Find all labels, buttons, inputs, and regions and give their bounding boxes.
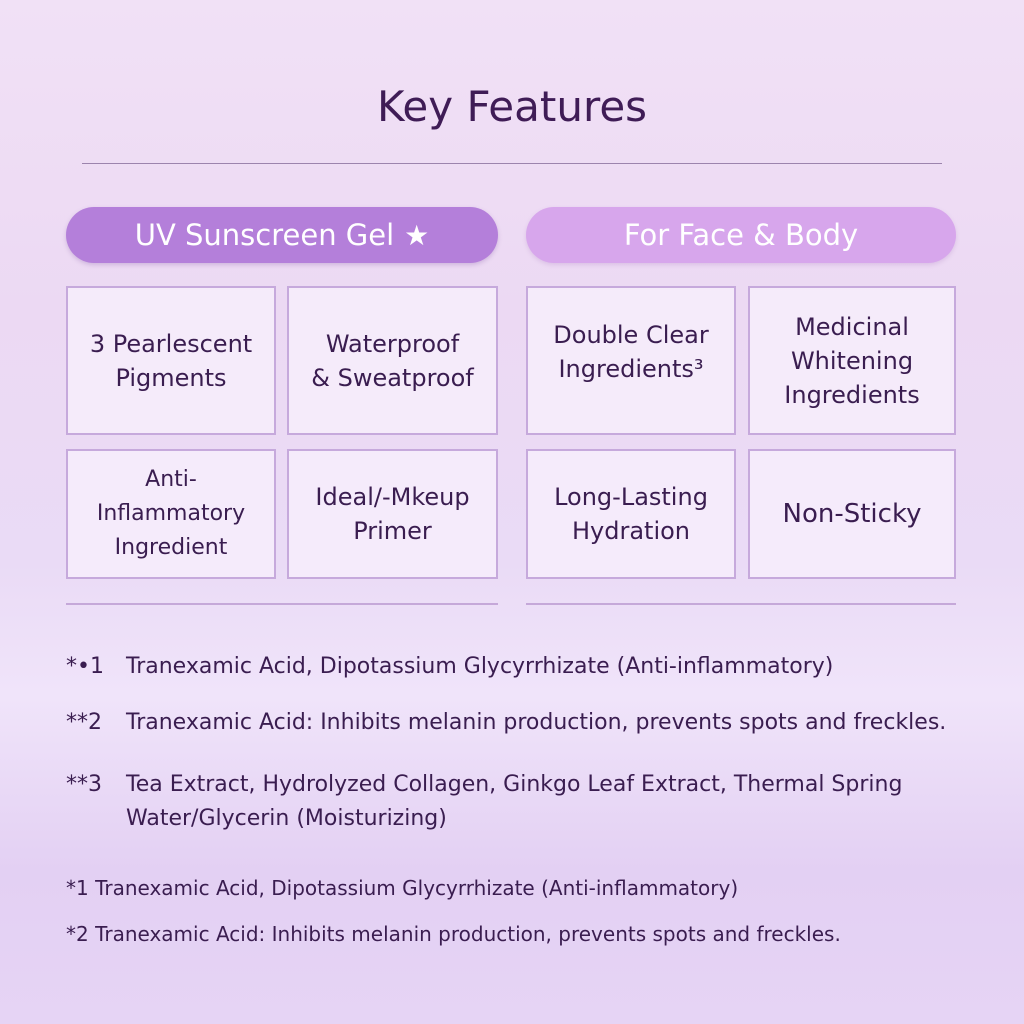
page-title: Key Features: [376, 82, 648, 131]
pill-label: For Face & Body: [623, 218, 859, 252]
feature-box: [66, 449, 276, 579]
feature-box: [287, 286, 498, 435]
feature-label: Non-Sticky: [782, 499, 922, 529]
footnote-mark: **3: [66, 772, 102, 797]
feature-box: [526, 286, 736, 435]
feature-label: Ideal/-Mkeup Primer: [315, 483, 470, 545]
feature-box: [287, 449, 498, 579]
face-and-body-pill: [526, 207, 956, 263]
small-footnote-2: *2 Tranexamic Acid: Inhibits melanin production, prevents spots and freckles.: [66, 922, 841, 946]
feature-box: [526, 449, 736, 579]
uv-sunscreen-gel-pill: [66, 207, 498, 263]
title-divider: [82, 163, 942, 164]
feature-box: [748, 286, 956, 435]
left-divider: [66, 603, 498, 605]
feature-box: [66, 286, 276, 435]
star-icon: ★: [404, 218, 430, 252]
small-footnote-1: *1 Tranexamic Acid, Dipotassium Glycyrrhizate (Anti-inflammatory): [66, 876, 739, 900]
feature-label: Double Clear Ingredients³: [553, 321, 709, 383]
right-divider: [526, 603, 956, 605]
footnote-text: Tea Extract, Hydrolyzed Collagen, Ginkgo Leaf Extract, Thermal Spring Water/Glycerin (Moisturizing): [126, 772, 903, 831]
feature-label: Medicinal Whitening Ingredients: [784, 312, 920, 409]
footnote-mark: *•1: [66, 654, 104, 679]
feature-label: Anti-Inflammatory Ingredient: [96, 467, 246, 560]
footnote-text: Tranexamic Acid: Inhibits melanin production, prevents spots and freckles.: [126, 710, 947, 735]
footnote-mark: **2: [66, 710, 102, 735]
feature-label: 3 Pearlescent Pigments: [89, 329, 253, 392]
feature-box: [748, 449, 956, 579]
feature-label: Waterproof & Sweatproof: [311, 329, 474, 392]
footnote-text: Tranexamic Acid, Dipotassium Glycyrrhizate (Anti-inflammatory): [126, 654, 834, 679]
pill-label: UV Sunscreen Gel: [134, 218, 395, 252]
feature-label: Long-Lasting Hydration: [554, 483, 708, 545]
